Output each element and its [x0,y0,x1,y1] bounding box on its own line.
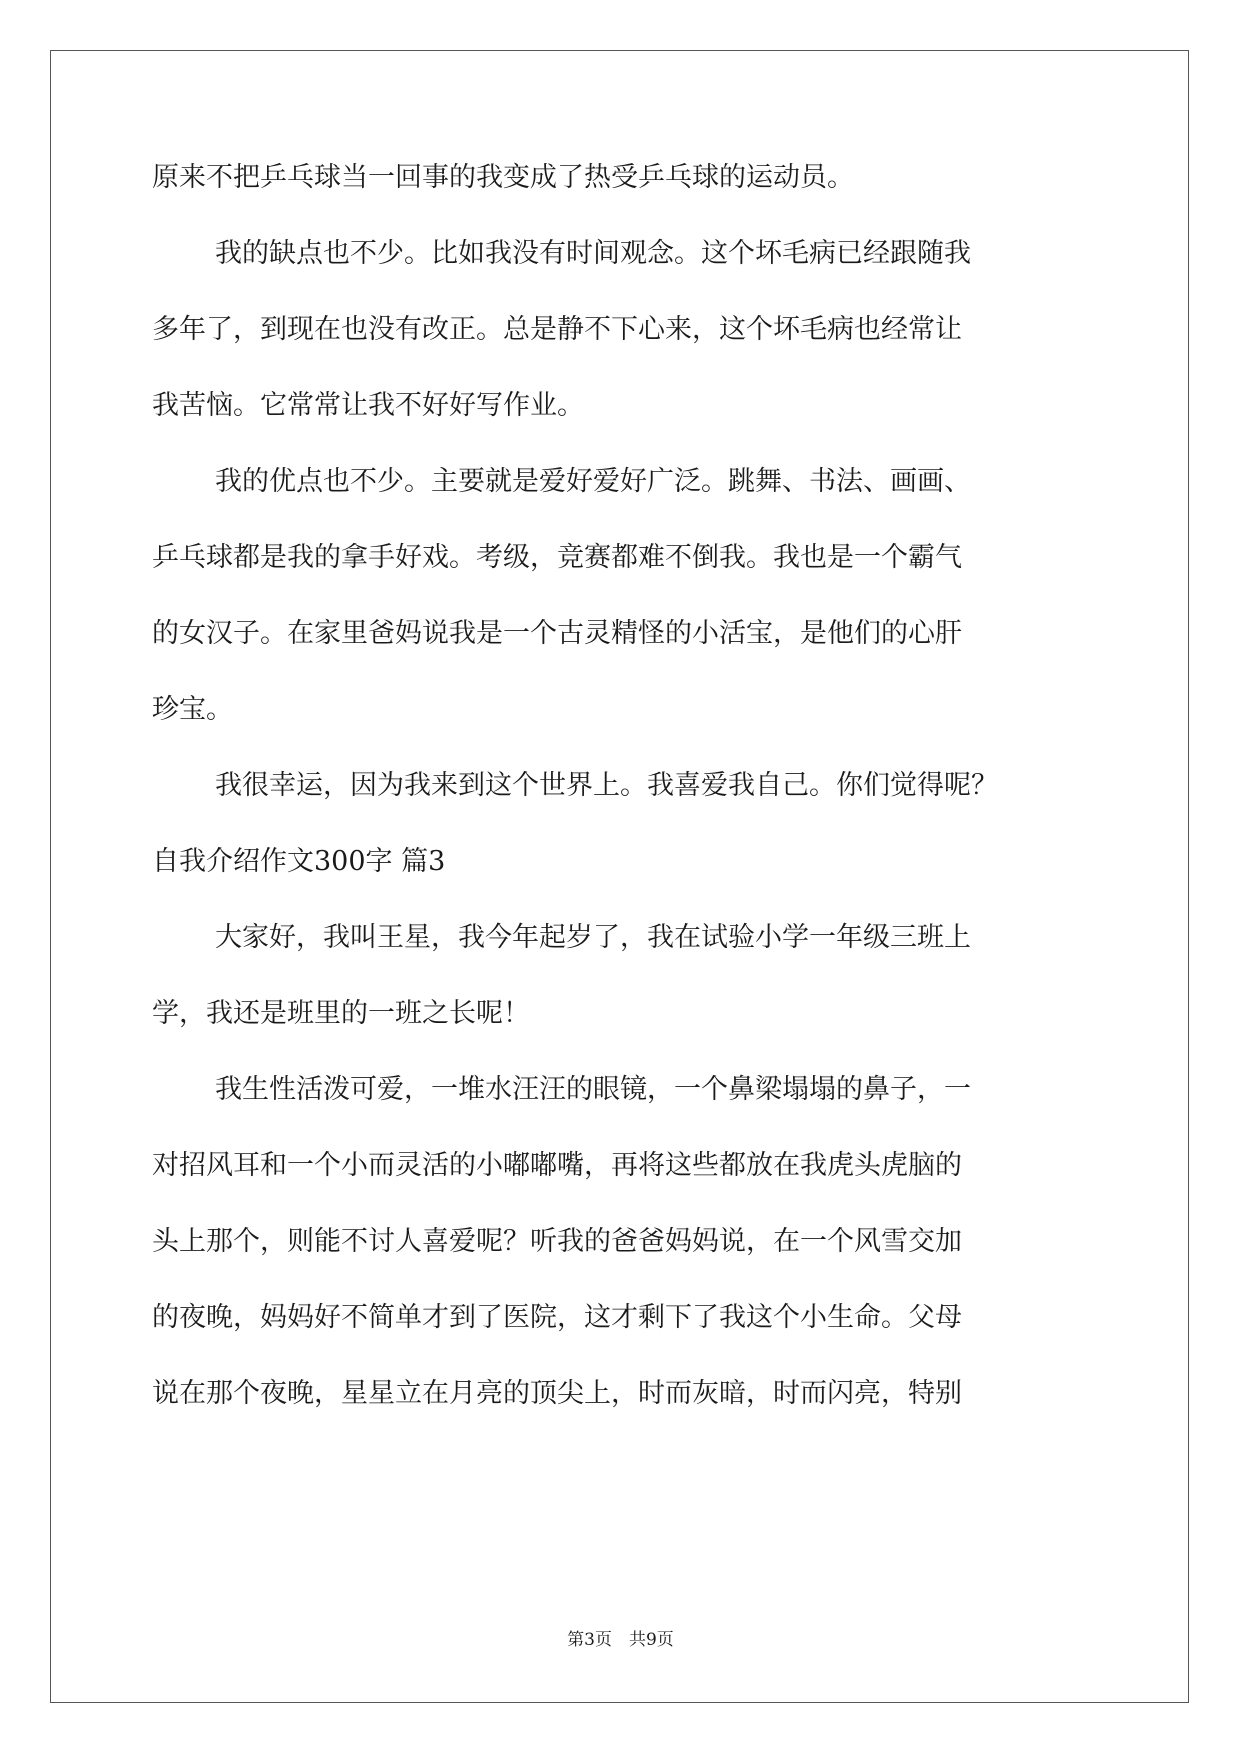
text-line: 说在那个夜晚，星星立在月亮的顶尖上，时而灰暗，时而闪亮，特别 [152,1378,962,1409]
document-body [152,164,1102,1456]
text-line: 珍宝。 [152,694,233,725]
text-line: 多年了，到现在也没有改正。总是静不下心来，这个坏毛病也经常让 [152,314,962,345]
section-heading: 自我介绍作文300字 篇3 [152,846,446,877]
text-line: 大家好，我叫王星，我今年起岁了，我在试验小学一年级三班上 [215,922,971,953]
text-line: 我苦恼。它常常让我不好好写作业。 [152,390,584,421]
page-footer: 第3页 共9页 [567,1630,674,1650]
text-line: 学，我还是班里的一班之长呢！ [152,998,530,1029]
text-line: 我生性活泼可爱，一堆水汪汪的眼镜，一个鼻梁塌塌的鼻子，一 [215,1074,971,1105]
text-line: 对招风耳和一个小而灵活的小嘟嘟嘴，再将这些都放在我虎头虎脑的 [152,1150,962,1181]
text-line: 原来不把乒乓球当一回事的我变成了热受乒乓球的运动员。 [152,162,854,193]
text-line: 乒乓球都是我的拿手好戏。考级，竞赛都难不倒我。我也是一个霸气 [152,542,962,573]
text-line: 我很幸运，因为我来到这个世界上。我喜爱我自己。你们觉得呢？ [215,770,998,801]
text-line: 我的优点也不少。主要就是爱好爱好广泛。跳舞、书法、画画、 [215,466,971,497]
text-line: 的夜晚，妈妈好不简单才到了医院，这才剩下了我这个小生命。父母 [152,1302,962,1333]
text-line: 我的缺点也不少。比如我没有时间观念。这个坏毛病已经跟随我 [215,238,971,269]
text-line: 的女汉子。在家里爸妈说我是一个古灵精怪的小活宝，是他们的心肝 [152,618,962,649]
text-line: 头上那个，则能不讨人喜爱呢？听我的爸爸妈妈说，在一个风雪交加 [152,1226,962,1257]
